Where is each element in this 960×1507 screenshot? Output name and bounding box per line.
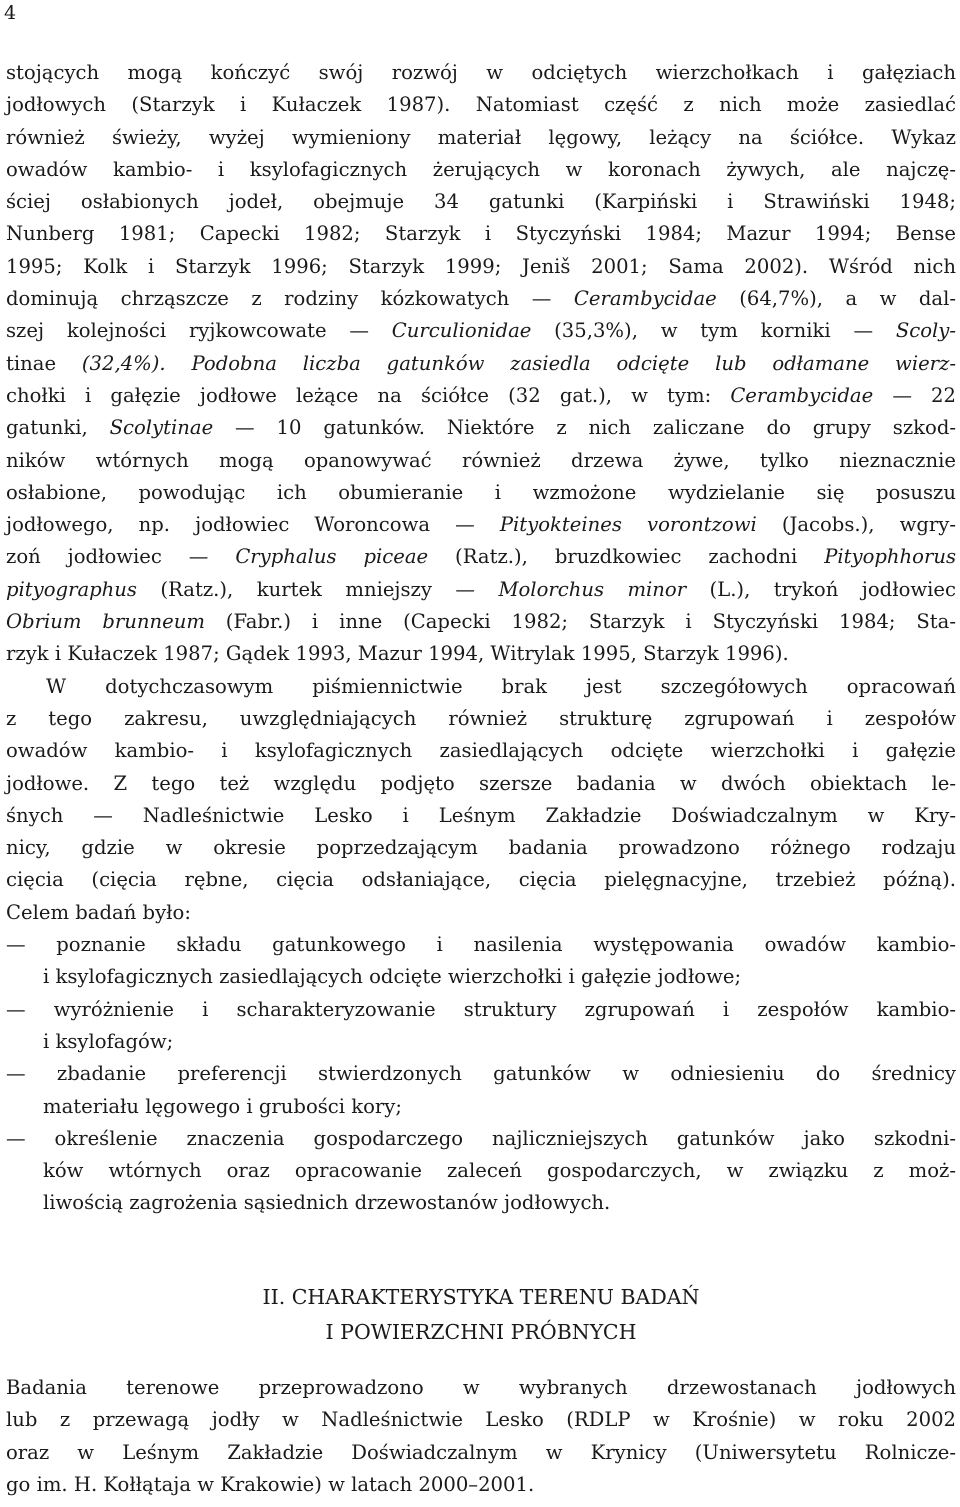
paragraph-line (6, 380, 956, 412)
paragraph-line (6, 315, 956, 347)
paragraph-line: W dotychczasowym piśmiennictwie brak jest szczegółowych opracowań (46, 674, 956, 698)
paragraph-line (6, 57, 956, 89)
text-run: dominują chrząszcze z rodziny kózkowatych — (6, 287, 574, 311)
text-run: szej kolejności ryjkowcowate — (6, 319, 392, 343)
text-run: owadów kambio- i ksylofagicznych żerujących w koronach żywych, ale najczę- (6, 157, 956, 181)
text-run: 1995; Kolk i Starzyk 1996; Starzyk 1999; Jeniš 2001; Sama 2002). Wśród nich (6, 254, 956, 278)
paragraph-line (6, 251, 956, 283)
paragraph-line: nicy, gdzie w okresie poprzedzającym badania prowadzono różnego rodzaju (6, 836, 956, 860)
paragraph-line (6, 186, 956, 218)
paragraph-line (6, 122, 956, 154)
page-number: 4 (4, 2, 17, 24)
section-paragraph (6, 1372, 956, 1501)
text-run: (Jacobs.), wgry- (756, 513, 956, 537)
paragraph-line: śnych — Nadleśnictwie Lesko i Leśnym Zakładzie Doświadczalnym w Kry- (6, 803, 956, 827)
text-run: (35,3%), w tym korniki — (531, 319, 896, 343)
text-run: chołki i gałęzie jodłowe leżące na ściółce (32 gat.), w tym: (6, 383, 731, 407)
text-run: Nunberg 1981; Capecki 1982; Starzyk i Styczyński 1984; Mazur 1994; Bense (6, 222, 956, 246)
paragraph-line: go im. H. Kołłątaja w Krakowie) w latach 2000–2001. (6, 1472, 535, 1496)
heading-line: II. CHARAKTERYSTYKA TERENU BADAŃ (262, 1285, 700, 1309)
text-run: również świeży, wyżej wymieniony materiał lęgowy, leżący na ściółce. Wykaz (6, 125, 956, 149)
text-run: jodłowych (Starzyk i Kułaczek 1987). Natomiast część z nich może zasiedlać (6, 93, 956, 117)
goal-list-item-line: — określenie znaczenia gospodarczego najliczniejszych gatunków jako szkodni- (6, 1126, 956, 1150)
goal-list-item-line: ków wtórnych oraz opracowanie zaleceń gospodarczych, w związku z moż- (43, 1159, 956, 1183)
text-run: ściej osłabionych jodeł, obejmuje 34 gatunki (Karpiński i Strawiński 1948; (6, 190, 956, 214)
species-name: Curculionidae (391, 319, 532, 343)
text-run: rzyk i Kułaczek 1987; Gądek 1993, Mazur 1994, Witrylak 1995, Starzyk 1996). (6, 642, 789, 666)
paragraph-line (6, 89, 956, 121)
text-run: (Ratz.), bruzdkowiec zachodni (428, 545, 825, 569)
paragraph-line (6, 509, 956, 541)
paragraph-line (6, 218, 956, 250)
text-run: stojących mogą kończyć swój rozwój w odciętych wierzchołkach i gałęziach (6, 61, 956, 84)
text-run: tinae (6, 351, 57, 375)
heading-line: I POWIERZCHNI PRÓBNYCH (325, 1319, 637, 1344)
text-run: — 10 gatunków. Niektóre z nich zaliczane do grupy szkod- (213, 416, 956, 440)
goal-list-item-line: — poznanie składu gatunkowego i nasilenia występowania owadów kambio- (6, 933, 956, 957)
text-run: jodłowego, np. jodłowiec Woroncowa — (6, 513, 500, 537)
goal-list-item-line: — wyróżnienie i scharakteryzowanie struktury zgrupowań i zespołów kambio- (6, 997, 956, 1021)
paragraph-line (6, 638, 956, 670)
goal-list-item-line: materiału lęgowego i grubości kory; (43, 1094, 402, 1118)
text-run: — 22 (873, 383, 956, 407)
species-name: (32,4%). Podobna liczba gatunków zasiedla odcięte lub odłamane wierz- (56, 351, 956, 375)
paragraph-line (6, 348, 956, 380)
species-name: Pityophhorus (824, 545, 956, 569)
text-run: ników wtórnych mogą opanowywać również drzewa żywe, tylko nieznacznie (6, 448, 956, 472)
goal-list-item-line: i ksylofagicznych zasiedlających odcięte wierzchołki i gałęzie jodłowe; (43, 965, 742, 989)
paragraph-line (6, 574, 956, 606)
paragraph-line: cięcia (cięcia rębne, cięcia odsłaniające, cięcia pielęgnacyjne, trzebież późną). (6, 868, 956, 892)
body-text-block (6, 57, 956, 1220)
paragraph-line (6, 154, 956, 186)
paragraph-line (6, 606, 956, 638)
goal-list-item-line: i ksylofagów; (43, 1029, 174, 1053)
paragraph-line: oraz w Leśnym Zakładzie Doświadczalnym w Krynicy (Uniwersytetu Rolnicze- (6, 1440, 956, 1464)
species-name: Scoly- (895, 319, 956, 343)
text-run: (Fabr.) i inne (Capecki 1982; Starzyk i Styczyński 1984; Sta- (204, 610, 956, 634)
text-run: (L.), trykoń jodłowiec (686, 577, 956, 601)
paragraph-line (6, 283, 956, 315)
text-run: osłabione, powodując ich obumieranie i wzmożone wydzielanie się posuszu (6, 480, 956, 504)
paragraph-line: Badania terenowe przeprowadzono w wybranych drzewostanach jodłowych (6, 1376, 956, 1399)
goal-list-item-line: — zbadanie preferencji stwierdzonych gatunków w odniesieniu do średnicy (6, 1062, 956, 1086)
paragraph-line (6, 477, 956, 509)
paragraph-line: z tego zakresu, uwzględniających również strukturę zgrupowań i zespołów (6, 706, 956, 730)
paragraph-line (6, 541, 956, 573)
text-run: zoń jodłowiec — (6, 545, 236, 569)
paragraph-line: Celem badań było: (6, 900, 191, 924)
paragraph-line (6, 412, 956, 444)
text-run: (Ratz.), kurtek mniejszy — (136, 577, 499, 601)
paragraph-line: lub z przewagą jodły w Nadleśnictwie Lesko (RDLP w Krośnie) w roku 2002 (6, 1408, 956, 1432)
species-name: Cryphalus piceae (235, 545, 429, 569)
goal-list-item-line: liwością zagrożenia sąsiednich drzewostanów jodłowych. (43, 1191, 611, 1215)
species-name: Scolytinae (109, 416, 214, 440)
species-name: Cerambycidae (573, 287, 717, 311)
species-name: Obrium brunneum (6, 610, 205, 634)
paragraph-line: owadów kambio- i ksylofagicznych zasiedlających odcięte wierzchołki i gałęzie (6, 739, 956, 763)
paragraph-line: jodłowe. Z tego też względu podjęto szersze badania w dwóch obiektach le- (6, 771, 956, 795)
species-name: Molorchus minor (498, 577, 687, 601)
paragraph-line (6, 445, 956, 477)
section-heading (6, 1280, 956, 1349)
species-name: pityographus (6, 577, 137, 601)
species-name: Pityokteines vorontzowi (499, 513, 757, 537)
text-run: (64,7%), a w dal- (716, 287, 956, 311)
text-run: gatunki, (6, 416, 110, 440)
species-name: Cerambycidae (730, 383, 874, 407)
